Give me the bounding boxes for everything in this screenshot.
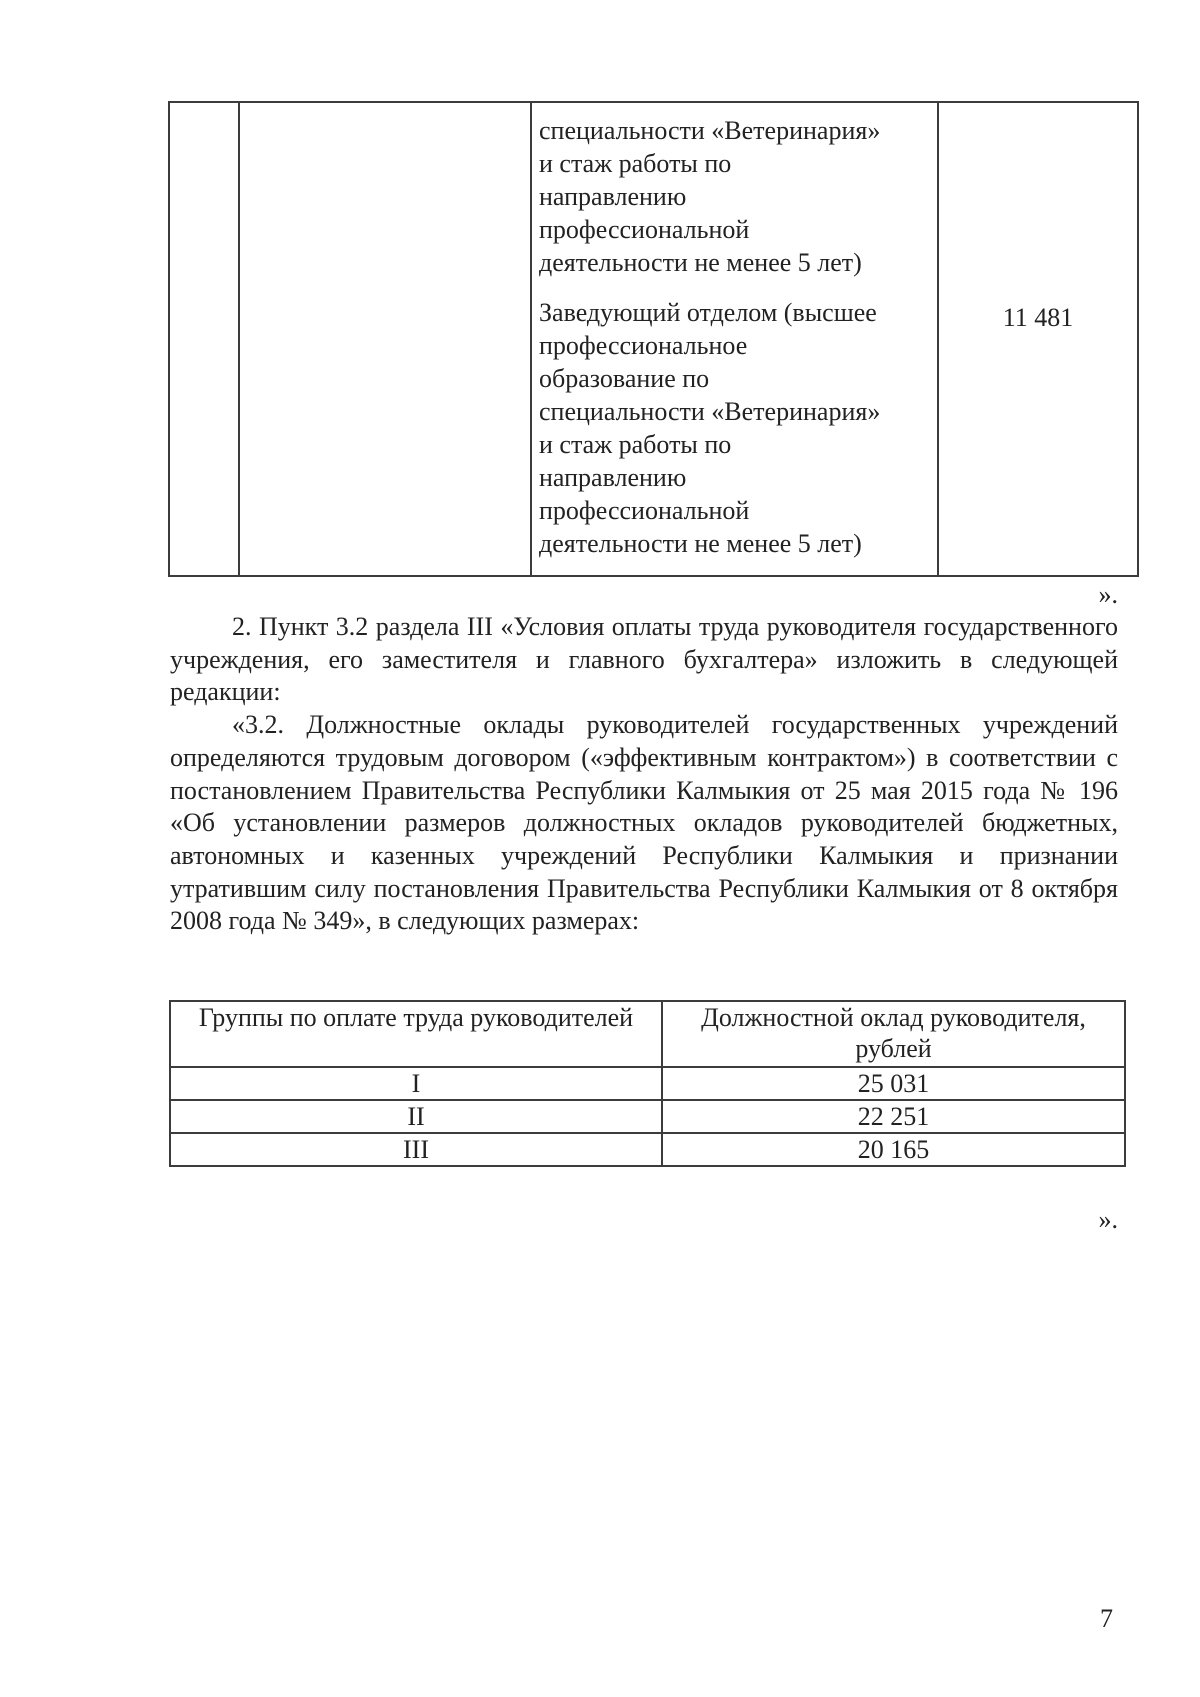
- closing-quote: ».: [1098, 1205, 1118, 1234]
- cell-group: II: [170, 1100, 662, 1133]
- positions-table-continuation: [168, 101, 1139, 577]
- position-line: профессиональной: [539, 496, 750, 525]
- position-line: и стаж работы по: [539, 430, 732, 459]
- table-cell-number: [169, 102, 239, 576]
- paragraph: 2. Пункт 3.2 раздела III «Условия оплаты труда руководителя государственного учреждения, его заместителя и главного бухгалтера» изложить в следующей редакции:: [170, 612, 1118, 707]
- table-cell-positions: [531, 102, 938, 576]
- column-header-salary: Должностной оклад руководителя, рублей: [662, 1001, 1125, 1067]
- closing-quote: ».: [1098, 580, 1118, 609]
- cell-group: I: [170, 1067, 662, 1100]
- column-header-group: Группы по оплате труда руководителей: [170, 1001, 662, 1067]
- cell-salary: 22 251: [662, 1100, 1125, 1133]
- table-row: [170, 1133, 1125, 1166]
- position-line: специальности «Ветеринария»: [539, 116, 881, 145]
- director-salary-table: [169, 1000, 1126, 1167]
- table-row: [170, 1100, 1125, 1133]
- position-line: направлению: [539, 463, 687, 492]
- table-cell-salary: 11 481: [938, 102, 1138, 576]
- table-header-row: [170, 1001, 1125, 1067]
- position-line: профессиональной: [539, 215, 750, 244]
- position-line: образование по: [539, 364, 710, 393]
- position-line: деятельности не менее 5 лет): [539, 529, 862, 558]
- position-line: профессиональное: [539, 331, 748, 360]
- table-row: [170, 1067, 1125, 1100]
- cell-salary: 25 031: [662, 1067, 1125, 1100]
- body-text: [170, 611, 1118, 938]
- position-line: Заведующий отделом (высшее: [539, 298, 877, 327]
- position-line: направлению: [539, 182, 687, 211]
- position-line: и стаж работы по: [539, 149, 732, 178]
- table-cell-group: [239, 102, 531, 576]
- cell-salary: 20 165: [662, 1133, 1125, 1166]
- position-line: деятельности не менее 5 лет): [539, 248, 862, 277]
- page-number: 7: [1100, 1604, 1113, 1633]
- table-row: [169, 102, 1138, 576]
- position-line: специальности «Ветеринария»: [539, 397, 881, 426]
- cell-group: III: [170, 1133, 662, 1166]
- paragraph: «3.2. Должностные оклады руководителей государственных учреждений определяются трудовым договором («эффективным контрактом») в соответствии с постановлением Правительства Республики Калмыкия от 25 мая 2015 года № 196 «Об установлении размеров должностных окладов руководителей бюджетных, автономных и казенных учреждений Республики Калмыкия и признании утратившим силу постановления Правительства Республики Калмыкия от 8 октября 2008 года № 349», в следующих размерах:: [170, 710, 1118, 936]
